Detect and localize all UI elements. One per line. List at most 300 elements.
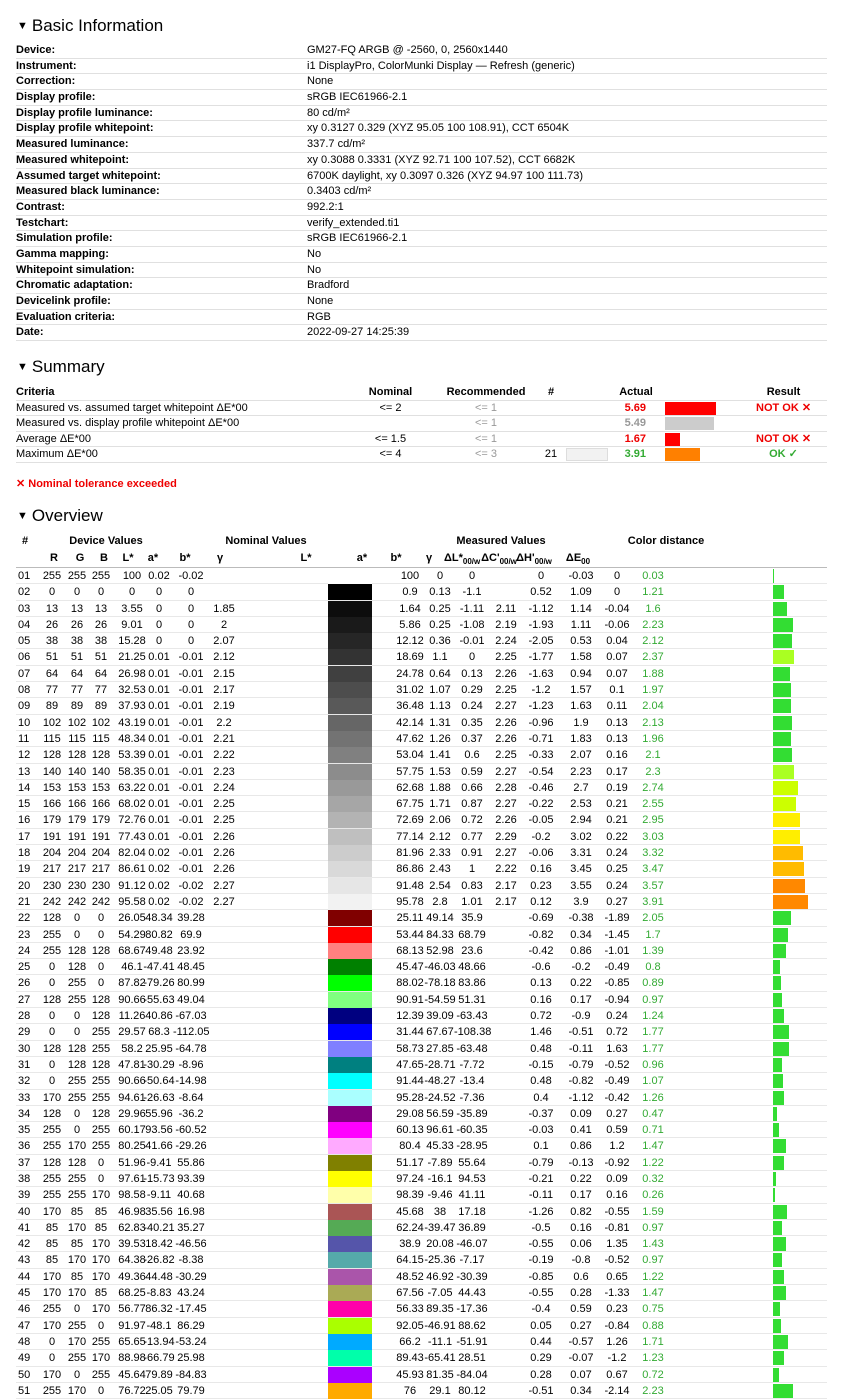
measured-color-swatch — [350, 1171, 372, 1187]
overview-cell: 77.14 — [396, 830, 424, 843]
summary-heading[interactable] — [17, 357, 105, 377]
overview-cell: 3.32 — [642, 847, 664, 860]
overview-cell: -17.36 — [456, 1303, 488, 1316]
measured-color-swatch — [350, 1204, 372, 1220]
delta-e-bar — [773, 911, 791, 925]
overview-cell: 2.23 — [570, 765, 592, 778]
delta-e-bar — [773, 944, 786, 958]
overview-cell: -0.52 — [604, 1058, 630, 1071]
overview-cell: 51 — [70, 651, 84, 664]
nominal-color-swatch — [328, 1383, 350, 1399]
overview-cell: 1.46 — [530, 1026, 552, 1039]
collapse-triangle-icon[interactable]: ▼ — [17, 361, 28, 373]
measured-color-swatch — [350, 1236, 372, 1252]
overview-cell: 0.48 — [530, 1042, 552, 1055]
overview-cell: 230 — [91, 879, 111, 892]
info-key: Device: — [16, 44, 56, 56]
overview-row — [16, 584, 827, 600]
overview-cell: -1.12 — [528, 602, 554, 615]
overview-cell: 51 — [45, 651, 59, 664]
overview-cell: 0 — [97, 586, 105, 599]
overview-heading[interactable] — [17, 506, 103, 526]
overview-cell: 1.2 — [609, 1140, 625, 1153]
overview-cell: 128 — [42, 912, 62, 925]
overview-cell: 69.9 — [180, 928, 202, 941]
overview-cell: 15.28 — [118, 635, 146, 648]
overview-cell: -35.89 — [456, 1107, 488, 1120]
overview-row — [16, 1106, 827, 1122]
overview-cell: 128 — [42, 749, 62, 762]
overview-column-label: G — [75, 552, 85, 564]
overview-cell: 3.55 — [570, 879, 592, 892]
overview-cell: -0.6 — [531, 961, 551, 974]
overview-cell: 85 — [70, 1270, 84, 1283]
overview-cell: 97.61 — [118, 1172, 146, 1185]
overview-cell: 49.48 — [145, 944, 173, 957]
overview-cell: 31 — [18, 1058, 31, 1071]
overview-cell: -0.03 — [568, 570, 594, 582]
overview-cell: 1.14 — [570, 602, 592, 615]
overview-cell: -8.96 — [178, 1058, 204, 1071]
overview-row — [16, 682, 827, 698]
overview-cell: 13 — [70, 602, 84, 615]
info-key: Date: — [16, 326, 44, 339]
overview-cell: 1.57 — [570, 684, 592, 697]
overview-cell: 85 — [70, 1205, 84, 1218]
nominal-color-swatch — [328, 992, 350, 1008]
overview-cell: 0 — [187, 618, 195, 631]
overview-cell: 255 — [91, 1124, 111, 1137]
overview-cell: 1.26 — [606, 1335, 628, 1348]
summary-bar — [665, 402, 716, 415]
overview-cell: 86.86 — [396, 863, 424, 876]
overview-cell: 29.08 — [396, 1107, 424, 1120]
measured-color-swatch — [350, 568, 372, 584]
overview-cell: 1.23 — [642, 1352, 664, 1365]
overview-cell: 48.66 — [458, 961, 486, 974]
overview-cell: 13 — [18, 765, 31, 778]
delta-e-bar — [773, 699, 791, 713]
overview-row — [16, 1269, 827, 1285]
overview-cell: 79.79 — [177, 1384, 205, 1397]
overview-cell: 18 — [18, 847, 31, 860]
basic-info-heading[interactable] — [17, 16, 163, 36]
overview-cell: 77 — [45, 684, 59, 697]
info-row — [16, 137, 827, 153]
overview-cell: 20 — [18, 879, 31, 892]
overview-cell: 2.07 — [570, 749, 592, 762]
delta-e-bar — [773, 813, 800, 827]
overview-cell: 81.96 — [396, 847, 424, 860]
overview-cell: 38 — [94, 635, 108, 648]
overview-cell: 2.26 — [495, 716, 517, 729]
overview-cell: -0.52 — [604, 1254, 630, 1267]
overview-cell: 42.14 — [396, 716, 424, 729]
overview-cell: -0.11 — [568, 1042, 594, 1055]
nominal-color-swatch — [328, 1106, 350, 1122]
overview-cell: 0.09 — [570, 1107, 592, 1120]
overview-cell: -0.55 — [528, 1238, 554, 1251]
overview-cell: 46 — [18, 1303, 31, 1316]
delta-e-bar — [773, 895, 808, 909]
overview-cell: 51.31 — [458, 993, 486, 1006]
overview-cell: -64.78 — [175, 1042, 207, 1055]
overview-cell: 2.17 — [495, 879, 517, 892]
overview-cell: 95.78 — [396, 895, 424, 908]
overview-cell: 43 — [18, 1254, 31, 1267]
overview-cell: 51 — [94, 651, 108, 664]
overview-cell: 40 — [18, 1205, 31, 1218]
measured-color-swatch — [350, 1367, 372, 1383]
overview-cell: 170 — [91, 1303, 111, 1316]
overview-cell: 47.62 — [396, 732, 424, 745]
overview-cell: 0.26 — [642, 1189, 664, 1202]
overview-cell: 0.13 — [530, 977, 552, 990]
summary-criteria: Measured vs. assumed target whitepoint ΔE*00 — [16, 401, 248, 414]
delta-e-bar — [773, 1074, 783, 1088]
overview-cell: -84.04 — [456, 1368, 488, 1381]
nominal-color-swatch — [328, 715, 350, 731]
nominal-color-swatch — [328, 796, 350, 812]
summary-header-cell: Result — [766, 386, 801, 398]
measured-color-swatch — [350, 1187, 372, 1203]
overview-cell: -0.01 — [178, 749, 204, 762]
overview-cell: 2 — [220, 618, 228, 631]
overview-cell: 0 — [155, 618, 163, 631]
overview-cell: 2.27 — [495, 798, 517, 811]
overview-cell: 38 — [18, 1172, 31, 1185]
overview-cell: -8.64 — [178, 1091, 204, 1104]
nominal-color-swatch — [328, 1024, 350, 1040]
overview-cell: 86.32 — [145, 1303, 173, 1316]
overview-column-label: b* — [179, 552, 191, 564]
overview-cell: 0.27 — [606, 895, 628, 908]
delta-e-bar — [773, 650, 794, 664]
overview-cell: 1.64 — [399, 602, 421, 615]
overview-cell: 0 — [436, 570, 444, 582]
overview-cell: 68.3 — [148, 1026, 170, 1039]
overview-cell: -0.85 — [604, 977, 630, 990]
delta-e-bar — [773, 797, 796, 811]
overview-cell: 0.72 — [642, 1368, 664, 1381]
measured-color-swatch — [350, 649, 372, 665]
overview-cell: 2.23 — [642, 1384, 664, 1397]
overview-cell: 1.21 — [642, 586, 664, 599]
overview-cell: 170 — [91, 1189, 111, 1202]
overview-cell: 1.1 — [432, 651, 448, 664]
measured-color-swatch — [350, 1285, 372, 1301]
overview-cell: 58.73 — [396, 1042, 424, 1055]
overview-cell: -0.81 — [604, 1221, 630, 1234]
overview-cell: 2.28 — [495, 781, 517, 794]
delta-e-bar — [773, 862, 804, 876]
overview-cell: 0.22 — [606, 830, 628, 843]
collapse-triangle-icon[interactable]: ▼ — [17, 510, 28, 522]
overview-cell: 17 — [18, 830, 31, 843]
overview-cell: 1.35 — [606, 1238, 628, 1251]
overview-cell: -1.2 — [531, 684, 551, 697]
delta-e-bar — [773, 683, 791, 697]
info-row — [16, 278, 827, 294]
overview-cell: 0.22 — [570, 1172, 592, 1185]
overview-row — [16, 845, 827, 861]
overview-cell: 217 — [91, 863, 111, 876]
overview-cell: 0 — [73, 1303, 81, 1316]
summary-bar — [665, 417, 714, 430]
nominal-color-swatch — [328, 812, 350, 828]
overview-cell: 242 — [91, 895, 111, 908]
overview-cell: -0.22 — [528, 798, 554, 811]
info-value: sRGB IEC61966-2.1 — [307, 232, 408, 245]
overview-cell: 45.33 — [426, 1140, 454, 1153]
delta-e-bar — [773, 879, 805, 893]
overview-cell: 43.24 — [177, 1287, 205, 1300]
overview-cell: -0.01 — [178, 651, 204, 664]
overview-group-label: Measured Values — [456, 535, 546, 547]
overview-row — [16, 861, 827, 877]
overview-cell: 102 — [42, 716, 62, 729]
overview-cell: 58.2 — [121, 1042, 143, 1055]
overview-cell: 45.64 — [118, 1368, 146, 1381]
info-value: i1 DisplayPro, ColorMunki Display — Refresh (generic) — [307, 59, 575, 72]
summary-title: Summary — [31, 357, 105, 376]
overview-cell: 2.19 — [213, 700, 235, 713]
overview-cell: 0 — [73, 1010, 81, 1023]
overview-cell: 255 — [91, 1368, 111, 1381]
delta-e-bar — [773, 993, 782, 1007]
overview-cell: 128 — [91, 1010, 111, 1023]
overview-cell: -0.51 — [528, 1384, 554, 1397]
overview-table — [16, 533, 827, 1399]
overview-cell: -0.01 — [178, 765, 204, 778]
overview-cell: 16 — [18, 814, 31, 827]
overview-cell: 0.41 — [570, 1124, 592, 1137]
overview-cell: 93.56 — [145, 1124, 173, 1137]
delta-e-bar — [773, 1009, 784, 1023]
overview-cell: 3.47 — [642, 863, 664, 876]
overview-cell: 140 — [91, 765, 111, 778]
overview-cell: -0.9 — [571, 1010, 591, 1023]
delta-e-bar — [773, 1302, 780, 1316]
measured-color-swatch — [350, 1138, 372, 1154]
overview-cell: -0.85 — [528, 1270, 554, 1283]
overview-cell: -0.79 — [528, 1156, 554, 1169]
overview-cell: 0.29 — [461, 684, 483, 697]
overview-cell: 3.57 — [642, 879, 664, 892]
overview-cell: 0.24 — [606, 879, 628, 892]
overview-cell: 0.91 — [461, 847, 483, 860]
overview-cell: 45 — [18, 1287, 31, 1300]
overview-row — [16, 1367, 827, 1383]
overview-cell: -0.06 — [528, 847, 554, 860]
info-row — [16, 106, 827, 122]
overview-cell: 0 — [187, 635, 195, 648]
overview-cell: 2.26 — [213, 863, 235, 876]
measured-color-swatch — [350, 845, 372, 861]
overview-cell: 26.05 — [118, 912, 146, 925]
measured-color-swatch — [350, 878, 372, 894]
info-value: 992.2:1 — [307, 200, 344, 213]
overview-cell: 29 — [18, 1026, 31, 1039]
overview-cell: 83.86 — [458, 977, 486, 990]
overview-cell: -24.52 — [424, 1091, 456, 1104]
overview-cell: 1.71 — [642, 1335, 664, 1348]
measured-color-swatch — [350, 861, 372, 877]
info-value: RGB — [307, 310, 331, 323]
nominal-color-swatch — [328, 1334, 350, 1350]
overview-cell: 2.26 — [213, 830, 235, 843]
delta-e-bar — [773, 1205, 787, 1219]
info-key: Chromatic adaptation: — [16, 279, 133, 292]
overview-cell: 0.6 — [464, 749, 480, 762]
overview-cell: -0.71 — [528, 732, 554, 745]
overview-cell: 0.96 — [642, 1058, 664, 1071]
overview-cell: 170 — [42, 1270, 62, 1283]
overview-cell: 0.17 — [570, 993, 592, 1006]
overview-cell: -29.26 — [175, 1140, 207, 1153]
delta-e-bar — [773, 1335, 788, 1349]
overview-cell: 91.44 — [396, 1075, 424, 1088]
overview-row — [16, 1024, 827, 1040]
overview-cell: 2.12 — [642, 635, 664, 648]
overview-row — [16, 1383, 827, 1399]
overview-cell: 16.98 — [177, 1205, 205, 1218]
overview-cell: 0.86 — [570, 944, 592, 957]
overview-cell: -0.01 — [178, 814, 204, 827]
info-value: 80 cd/m² — [307, 106, 350, 119]
delta-e-bar — [773, 781, 798, 795]
overview-row — [16, 1350, 827, 1366]
overview-row — [16, 1090, 827, 1106]
delta-e-bar — [773, 1172, 776, 1186]
overview-cell: 47.81 — [118, 1058, 146, 1071]
overview-cell: 0.16 — [606, 749, 628, 762]
overview-cell: 170 — [67, 1384, 87, 1397]
overview-row — [16, 780, 827, 796]
measured-color-swatch — [350, 715, 372, 731]
nominal-color-swatch — [328, 1008, 350, 1024]
overview-cell: 88.62 — [458, 1319, 486, 1332]
overview-cell: 0 — [97, 1384, 105, 1397]
overview-row — [16, 1236, 827, 1252]
overview-cell: 0.04 — [606, 635, 628, 648]
overview-column-label: R — [50, 552, 58, 564]
overview-cell: 1.07 — [642, 1075, 664, 1088]
overview-cell: 0.02 — [148, 570, 170, 582]
overview-cell: 0.52 — [530, 586, 552, 599]
overview-cell: -1.08 — [459, 618, 485, 631]
overview-cell: -0.01 — [178, 700, 204, 713]
overview-cell: -0.02 — [178, 570, 204, 582]
overview-cell: 28.51 — [458, 1352, 486, 1365]
info-key: Gamma mapping: — [16, 247, 109, 260]
overview-cell: 87.82 — [118, 977, 146, 990]
overview-cell: 170 — [91, 1270, 111, 1283]
collapse-triangle-icon[interactable]: ▼ — [17, 20, 28, 32]
overview-cell: 0.01 — [148, 749, 170, 762]
overview-cell: 128 — [42, 993, 62, 1006]
overview-cell: -0.82 — [528, 928, 554, 941]
overview-cell: 51.96 — [118, 1156, 146, 1169]
overview-cell: 1.43 — [642, 1238, 664, 1251]
info-key: Devicelink profile: — [16, 295, 111, 307]
nominal-color-swatch — [328, 568, 350, 584]
overview-cell: 40.68 — [177, 1189, 205, 1202]
overview-cell: 0.97 — [642, 1254, 664, 1267]
overview-cell: 56.33 — [396, 1303, 424, 1316]
overview-cell: 115 — [68, 732, 86, 745]
overview-cell: -0.01 — [459, 635, 485, 648]
overview-cell: 45.47 — [396, 961, 424, 974]
nominal-color-swatch — [328, 861, 350, 877]
overview-cell: 255 — [91, 1091, 111, 1104]
overview-row — [16, 910, 827, 926]
measured-color-swatch — [350, 633, 372, 649]
overview-cell: 0.88 — [642, 1319, 664, 1332]
overview-cell: 1.96 — [642, 732, 664, 745]
overview-cell: -0.03 — [528, 1124, 554, 1137]
overview-cell: 64.15 — [396, 1254, 424, 1267]
overview-cell: 0.01 — [148, 700, 170, 713]
overview-row — [16, 1122, 827, 1138]
overview-cell: 2.94 — [570, 814, 592, 827]
summary-row — [16, 401, 827, 417]
overview-cell: 128 — [67, 1042, 87, 1055]
summary-criteria: Measured vs. display profile whitepoint ΔE*00 — [16, 417, 240, 430]
overview-cell: -0.01 — [178, 830, 204, 843]
overview-cell: 0.71 — [642, 1124, 664, 1137]
overview-cell: 68.25 — [118, 1287, 146, 1300]
summary-patch-swatch — [566, 448, 608, 461]
overview-cell: 25 — [18, 961, 31, 974]
delta-e-bar — [773, 1351, 784, 1365]
nominal-color-swatch — [328, 845, 350, 861]
overview-cell: -0.42 — [528, 944, 554, 957]
nominal-color-swatch — [328, 780, 350, 796]
overview-cell: 0.65 — [606, 1270, 628, 1283]
overview-cell: 68.13 — [396, 944, 424, 957]
overview-cell: 32 — [18, 1075, 31, 1088]
overview-cell: -0.92 — [604, 1156, 630, 1169]
summary-result: NOT OK ✕ — [756, 401, 812, 414]
overview-cell: 255 — [91, 1140, 111, 1153]
overview-cell: 2.26 — [495, 814, 517, 827]
overview-cell: 86.29 — [177, 1319, 205, 1332]
overview-cell: 2.25 — [495, 684, 517, 697]
overview-cell: -55.63 — [143, 993, 175, 1006]
overview-cell: 255 — [42, 570, 62, 582]
overview-cell: 26 — [70, 618, 84, 631]
summary-row — [16, 416, 827, 432]
nominal-color-swatch — [328, 1301, 350, 1317]
overview-cell: 0.17 — [606, 765, 628, 778]
summary-header-cell: Recommended — [446, 386, 526, 398]
overview-row — [16, 1252, 827, 1268]
overview-cell: 25.98 — [177, 1352, 205, 1365]
overview-cell: 2.27 — [495, 765, 517, 778]
overview-cell: 255 — [67, 993, 87, 1006]
overview-cell: -50.64 — [143, 1075, 175, 1088]
overview-cell: 1.07 — [429, 684, 451, 697]
overview-cell: -51.91 — [456, 1335, 488, 1348]
overview-cell: -65.41 — [424, 1352, 456, 1365]
overview-cell: 64 — [70, 667, 84, 680]
overview-cell: 100 — [400, 570, 420, 582]
overview-cell: 170 — [42, 1368, 62, 1381]
overview-cell: 48.34 — [118, 732, 146, 745]
overview-cell: 1.47 — [642, 1140, 664, 1153]
overview-cell: -0.5 — [531, 1221, 551, 1234]
